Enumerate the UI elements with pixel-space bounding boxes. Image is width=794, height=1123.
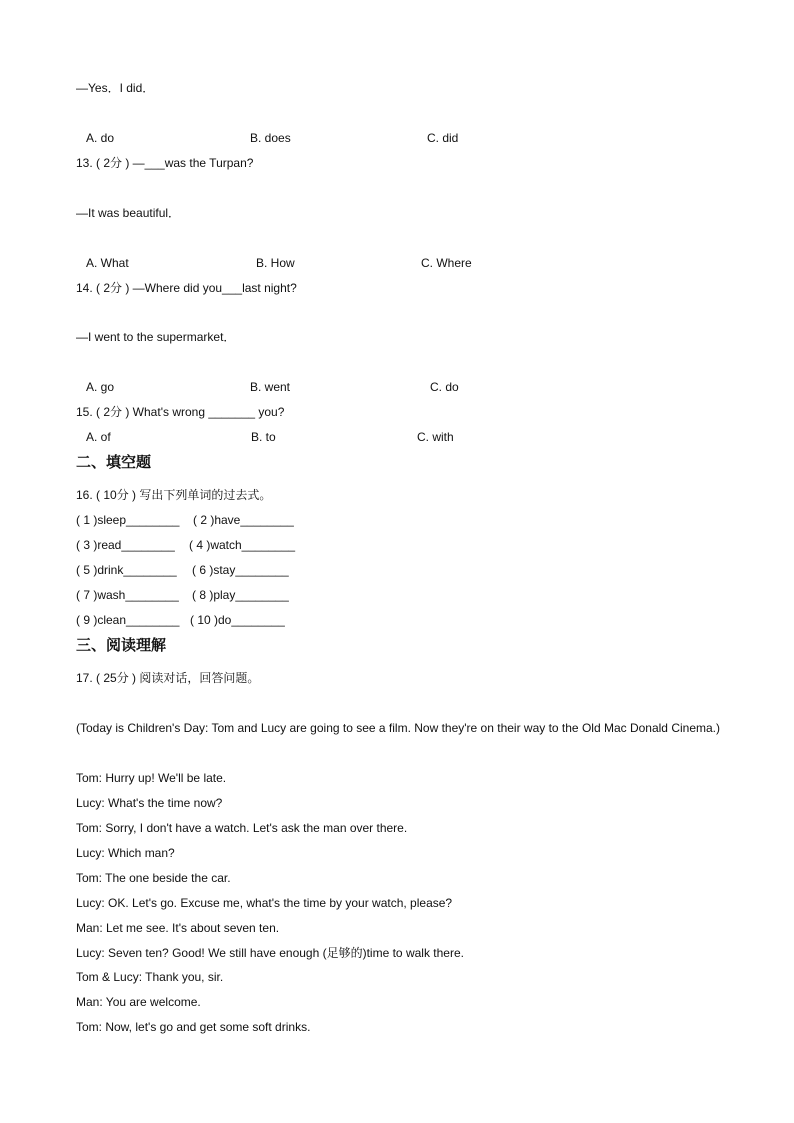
dialogue-line: Tom: The one beside the car. [76,871,231,885]
q17-stem: 17. ( 25分 ) 阅读对话，回答问题。 [76,671,260,685]
q13-answer-line: —It was beautiful． [76,206,181,220]
fill-item-5[interactable]: ( 5 )drink________ [76,563,177,577]
fill-item-7[interactable]: ( 7 )wash________ [76,588,179,602]
passage-intro: (Today is Children's Day: Tom and Lucy are going to see a film. Now they're on their way to the Old Mac Donald Cinema.) [76,721,720,735]
q12-answer-line: —Yes．I did． [76,81,155,95]
q15-option-c[interactable]: C. with [417,430,454,444]
dialogue-line: Tom: Now, let's go and get some soft drinks. [76,1020,311,1034]
fill-item-8[interactable]: ( 8 )play________ [192,588,289,602]
q14-option-a[interactable]: A. go [86,380,115,394]
fill-item-10[interactable]: ( 10 )do________ [190,613,285,627]
dialogue-line: Lucy: What's the time now? [76,796,223,810]
q14-answer-line: —I went to the supermarket． [76,330,236,344]
q12-option-b[interactable]: B. does [250,131,291,145]
section-2-title: 二、填空题 [76,453,152,471]
dialogue-line: Man: Let me see. It's about seven ten. [76,921,280,935]
q12-option-c[interactable]: C. did [427,131,459,145]
q15-option-b[interactable]: B. to [251,430,276,444]
q14-option-c[interactable]: C. do [430,380,459,394]
section-3-title: 三、阅读理解 [76,636,167,654]
dialogue-line: Lucy: Which man? [76,846,175,860]
fill-item-4[interactable]: ( 4 )watch________ [189,538,296,552]
fill-item-3[interactable]: ( 3 )read________ [76,538,175,552]
q13-stem: 13. ( 2分 ) —___was the Turpan? [76,156,254,170]
fill-item-9[interactable]: ( 9 )clean________ [76,613,180,627]
fill-item-2[interactable]: ( 2 )have________ [193,513,294,527]
q13-option-a[interactable]: A. What [86,256,129,270]
q13-option-c[interactable]: C. Where [421,256,472,270]
dialogue-line: Tom: Sorry, I don't have a watch. Let's ask the man over there. [76,821,408,835]
q14-stem: 14. ( 2分 ) —Where did you___last night? [76,281,297,295]
dialogue-line: Lucy: Seven ten? Good! We still have enough (足够的)time to walk there. [76,946,464,960]
q15-stem: 15. ( 2分 ) What's wrong _______ you? [76,405,285,419]
fill-item-6[interactable]: ( 6 )stay________ [192,563,289,577]
q14-option-b[interactable]: B. went [250,380,291,394]
dialogue-line: Lucy: OK. Let's go. Excuse me, what's the time by your watch, please? [76,896,453,910]
dialogue-line: Man: You are welcome. [76,995,201,1009]
q16-stem: 16. ( 10分 ) 写出下列单词的过去式。 [76,488,272,502]
q12-option-a[interactable]: A. do [86,131,115,145]
q13-option-b[interactable]: B. How [256,256,295,270]
dialogue-line: Tom: Hurry up! We'll be late. [76,771,227,785]
dialogue-line: Tom & Lucy: Thank you, sir. [76,970,224,984]
q15-option-a[interactable]: A. of [86,430,111,444]
fill-item-1[interactable]: ( 1 )sleep________ [76,513,180,527]
